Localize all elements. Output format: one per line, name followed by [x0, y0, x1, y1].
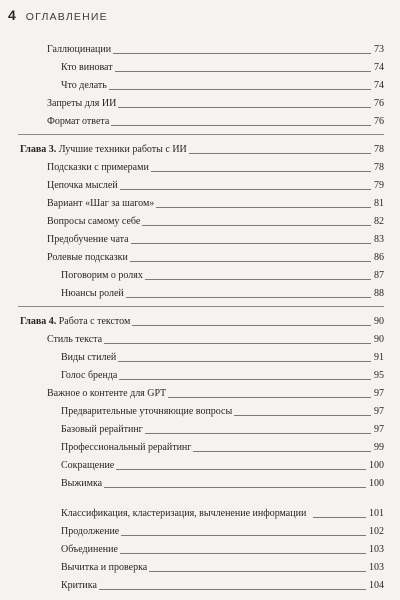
toc-entry-page: 97 — [374, 388, 384, 399]
toc-entry[interactable] — [61, 456, 384, 472]
toc-leader-line — [132, 324, 371, 326]
toc-entry-page: 97 — [374, 424, 384, 435]
toc-leader-line — [115, 70, 371, 72]
toc-entry-title: Что делать — [61, 80, 107, 91]
toc-entry[interactable] — [61, 474, 384, 490]
toc-entry[interactable] — [47, 330, 384, 346]
toc-entry[interactable] — [61, 420, 384, 436]
toc-entry-page: 83 — [374, 234, 384, 245]
toc-entry[interactable] — [61, 284, 384, 300]
chapter-label: Глава 3. — [20, 144, 57, 155]
toc-entry-title: Сокращение — [61, 460, 115, 471]
toc-entry-title: Критика — [61, 580, 97, 591]
toc-entry-title: Предварительные уточняющие вопросы — [61, 406, 233, 417]
toc-entry-page: 90 — [374, 316, 384, 327]
toc-entry[interactable] — [47, 158, 384, 174]
toc-leader-line — [119, 378, 371, 380]
toc-entry[interactable] — [47, 194, 384, 210]
toc-entry[interactable] — [47, 176, 384, 192]
toc-entry-title: Вычитка и проверка — [61, 562, 148, 573]
toc-entry-page: 103 — [369, 544, 384, 555]
toc-entry-page: 102 — [369, 526, 384, 537]
toc-entry-page: 97 — [374, 406, 384, 417]
toc-entry-page: 104 — [369, 580, 384, 591]
toc-entry-page: 78 — [374, 144, 384, 155]
toc-entry-page: 91 — [374, 352, 384, 363]
toc-entry[interactable] — [61, 348, 384, 364]
toc-entry-title: Важное о контенте для GPT — [47, 388, 167, 399]
toc-entry-title: Галлюцинации — [47, 44, 112, 55]
toc-entry[interactable] — [61, 540, 384, 556]
toc-entry-title: Профессиональный рерайтинг — [61, 442, 192, 453]
toc-leader-line — [118, 106, 371, 108]
toc-entry[interactable] — [61, 58, 384, 74]
toc-entry[interactable] — [47, 384, 384, 400]
toc-leader-line — [130, 260, 371, 262]
toc-leader-line — [145, 432, 371, 434]
toc-entry-page: 95 — [374, 370, 384, 381]
chapter-name: Работа с текстом — [58, 316, 131, 327]
toc-leader-line — [149, 570, 366, 572]
toc-entry-title: Объединение — [61, 544, 118, 555]
toc-entry[interactable] — [47, 248, 384, 264]
toc-entry[interactable] — [47, 94, 384, 110]
toc-leader-line — [120, 188, 371, 190]
toc-leader-line — [234, 414, 371, 416]
toc-entry-title: Классификация, кластеризация, вычленение информации — [61, 508, 307, 519]
toc-entry-title: Голос бренда — [61, 370, 118, 381]
toc-entry-page: 76 — [374, 116, 384, 127]
toc-leader-line — [118, 360, 371, 362]
toc-leader-line — [156, 206, 371, 208]
toc-entry-title: Продолжение — [61, 526, 120, 537]
toc-leader-line — [145, 278, 371, 280]
toc-entry-page: 103 — [369, 562, 384, 573]
toc-entry[interactable] — [61, 558, 384, 574]
toc-leader-line — [99, 588, 366, 590]
toc-chapter-title — [20, 144, 189, 156]
toc-leader-line — [193, 450, 371, 452]
toc-leader-line — [189, 152, 371, 154]
toc-entry[interactable] — [61, 76, 384, 92]
toc-chapter-entry[interactable] — [20, 140, 384, 156]
toc-entry-page: 88 — [374, 288, 384, 299]
toc-entry-title: Формат ответа — [47, 116, 110, 127]
toc-chapter-title — [20, 316, 132, 328]
toc-entry[interactable] — [47, 112, 384, 128]
toc-leader-line — [120, 552, 366, 554]
chapter-name: Лучшие техники работы с ИИ — [58, 144, 187, 155]
toc-entry-title: Запреты для ИИ — [47, 98, 117, 109]
chapter-label: Глава 4. — [20, 316, 57, 327]
toc-leader-line — [168, 396, 371, 398]
toc-entry-page: 74 — [374, 80, 384, 91]
section-title: ОГЛАВЛЕНИЕ — [25, 11, 108, 23]
toc-entry-page: 100 — [369, 478, 384, 489]
toc-entry-page: 81 — [374, 198, 384, 209]
toc-entry-page: 87 — [374, 270, 384, 281]
chapter-divider — [18, 134, 384, 135]
toc-leader-line — [142, 224, 371, 226]
toc-entry-page: 79 — [374, 180, 384, 191]
toc-entry-title: Цепочка мыслей — [47, 180, 118, 191]
toc-entry-title: Виды стилей — [61, 352, 117, 363]
toc-entry[interactable] — [61, 576, 384, 592]
toc-leader-line — [104, 486, 366, 488]
toc-leader-line — [126, 296, 371, 298]
toc-leader-line — [111, 124, 371, 126]
toc-entry-page: 74 — [374, 62, 384, 73]
page-header — [8, 7, 108, 23]
toc-entry-title: Вариант «Шаг за шагом» — [47, 198, 155, 209]
toc-entry[interactable] — [61, 366, 384, 382]
toc-entry[interactable] — [47, 212, 384, 228]
toc-leader-line — [121, 534, 366, 536]
toc-entry-page: 86 — [374, 252, 384, 263]
toc-entry-title: Подсказки с примерами — [47, 162, 149, 173]
toc-entry-page: 78 — [374, 162, 384, 173]
toc-entry-title: Нюансы ролей — [61, 288, 124, 299]
toc-entry-page: 82 — [374, 216, 384, 227]
toc-entry[interactable] — [61, 402, 384, 418]
toc-entry-page: 100 — [369, 460, 384, 471]
toc-leader-line — [131, 242, 371, 244]
toc-entry-page: 101 — [369, 508, 384, 519]
toc-entry[interactable] — [61, 492, 384, 520]
toc-leader-line — [113, 52, 371, 54]
toc-entry-page: 90 — [374, 334, 384, 345]
toc-entry-title: Выжимка — [61, 478, 103, 489]
page-number: 4 — [8, 7, 16, 23]
toc-entry-page: 73 — [374, 44, 384, 55]
toc-leader-line — [151, 170, 371, 172]
chapter-divider — [18, 306, 384, 307]
toc-chapter-entry[interactable] — [20, 312, 384, 328]
toc-entry-title: Предобучение чата — [47, 234, 129, 245]
toc-entry-title: Стиль текста — [47, 334, 103, 345]
toc-entry-title: Поговорим о ролях — [61, 270, 143, 281]
toc-entry[interactable] — [61, 438, 384, 454]
toc-entry-title: Ролевые подсказки — [47, 252, 128, 263]
toc-entry[interactable] — [61, 266, 384, 282]
toc-entry-title: Базовый рерайтинг — [61, 424, 143, 435]
toc-entry[interactable] — [47, 230, 384, 246]
toc-entry-page: 99 — [374, 442, 384, 453]
toc-leader-line — [109, 88, 371, 90]
toc-entry-title: Вопросы самому себе — [47, 216, 141, 227]
toc-leader-line — [116, 468, 366, 470]
toc-entry[interactable] — [47, 40, 384, 56]
toc-entry-page: 76 — [374, 98, 384, 109]
toc-entry-title: Кто виноват — [61, 62, 113, 73]
toc-leader-line — [104, 342, 371, 344]
toc-entry[interactable] — [61, 522, 384, 538]
toc-leader-line — [313, 516, 366, 518]
